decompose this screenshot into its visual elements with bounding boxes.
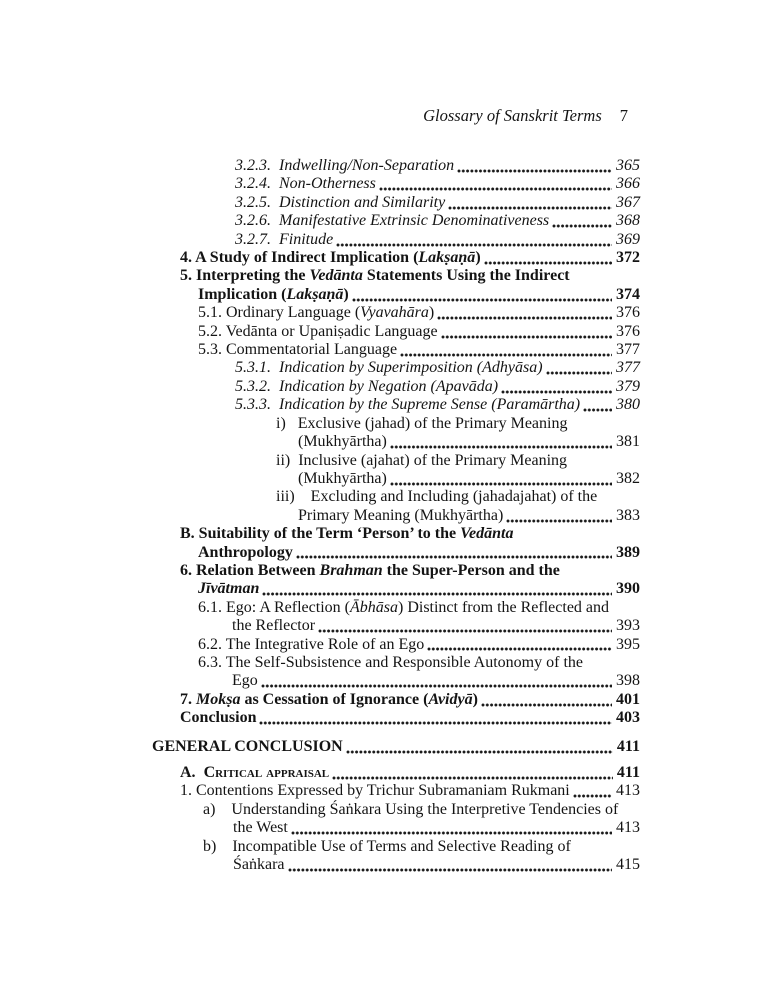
page-number: 381 — [616, 433, 640, 451]
page-number: 382 — [616, 469, 640, 487]
toc-line — [235, 157, 640, 175]
dot-leader — [427, 647, 612, 651]
toc-line — [233, 856, 640, 874]
toc-title-segment: 1. Contentions Expressed by Trichur Subramaniam Rukmani — [180, 782, 570, 800]
toc-entry — [152, 599, 640, 636]
dot-leader — [546, 371, 612, 375]
toc-line — [180, 525, 640, 543]
page-number: 390 — [616, 580, 640, 598]
page-number: 413 — [616, 819, 640, 837]
page-number: 372 — [616, 249, 640, 267]
toc-entry — [152, 838, 640, 875]
toc-entry-title — [235, 231, 333, 249]
toc-title-segment: 3.2.5. Distinction and Similarity — [235, 193, 446, 211]
toc-entry-title — [180, 267, 570, 285]
toc-entry-title — [198, 323, 438, 341]
toc-title-segment: ) Distinct from the Reflected and — [397, 598, 610, 616]
toc-title-segment: Jīvātman — [198, 580, 260, 598]
toc-line — [235, 212, 640, 230]
toc-entry — [152, 709, 640, 727]
toc-entry — [152, 525, 640, 562]
page-number: 368 — [616, 212, 640, 230]
toc-line — [235, 396, 640, 414]
dot-leader — [448, 206, 612, 210]
toc-title-segment: 6.2. The Integrative Role of an Ego — [198, 635, 425, 653]
toc-line — [233, 819, 640, 837]
toc-entry-title — [235, 359, 543, 377]
toc-line — [198, 654, 640, 672]
toc-entry-title — [298, 433, 387, 451]
toc-title-segment: a) Understanding Śaṅkara Using the Interpretive Tendencies of — [203, 800, 619, 818]
toc-entry — [152, 341, 640, 359]
dot-leader — [259, 721, 612, 725]
toc-line — [235, 231, 640, 249]
dot-leader — [318, 629, 612, 633]
toc-title-segment: Avidyā — [428, 690, 473, 708]
toc-line — [203, 801, 640, 819]
toc-entry — [152, 378, 640, 396]
running-header-title: Glossary of Sanskrit Terms — [423, 106, 602, 125]
dot-leader — [583, 408, 612, 412]
toc-title-segment: i) Exclusive (jahad) of the Primary Meaning — [276, 414, 568, 432]
toc-line — [235, 359, 640, 377]
toc-entry-title — [233, 819, 288, 837]
toc-entry-title — [180, 525, 513, 543]
page-number: 403 — [616, 709, 640, 727]
page-number: 393 — [616, 617, 640, 635]
dot-leader — [332, 776, 613, 780]
dot-leader — [457, 169, 612, 173]
toc-title-segment: 5.2. Vedānta or Upaniṣadic Language — [198, 322, 438, 340]
toc-title-segment: Conclusion — [180, 709, 257, 727]
toc-title-segment: Implication ( — [198, 285, 287, 303]
toc-title-segment: 3.2.6. Manifestative Extrinsic Denominativeness — [235, 212, 550, 230]
toc-entry — [152, 415, 640, 452]
toc-title-segment: the Reflector — [232, 617, 316, 635]
dot-leader — [552, 224, 612, 228]
toc-title-segment: as Cessation of Ignorance ( — [240, 690, 429, 708]
page-number: 398 — [616, 672, 640, 690]
toc-title-segment: Anthropology — [198, 543, 293, 561]
toc-title-segment: A. — [180, 764, 204, 781]
dot-leader — [437, 316, 612, 320]
toc-title-segment: Brahman — [319, 561, 383, 579]
dot-leader — [390, 445, 612, 449]
dot-leader — [400, 353, 612, 357]
toc-line — [298, 470, 640, 488]
page-number: 379 — [616, 377, 640, 395]
toc-entry-title — [180, 782, 570, 800]
page-number: 411 — [616, 737, 640, 755]
toc-title-segment: Ego — [232, 672, 258, 690]
toc-line — [276, 488, 640, 506]
toc-entry-title — [235, 175, 376, 193]
page-number: 366 — [616, 175, 640, 193]
toc-title-segment: Primary Meaning (Mukhyārtha) — [298, 506, 504, 524]
toc-line — [198, 544, 640, 562]
toc-entry-title — [180, 249, 481, 267]
dot-leader — [291, 831, 612, 835]
dot-leader — [379, 187, 612, 191]
toc-title-segment: 6.3. The Self-Subsistence and Responsible Autonomy of the — [198, 653, 583, 671]
toc-title-segment: Śaṅkara — [233, 856, 285, 874]
toc-line — [198, 304, 640, 322]
toc-entry-title — [198, 544, 293, 562]
toc-title-segment: b) Incompatible Use of Terms and Selective Reading of — [203, 837, 571, 855]
toc-title-segment: 3.2.7. Finitude — [235, 230, 334, 248]
toc-line — [152, 738, 640, 756]
toc-line — [298, 433, 640, 451]
toc-entry — [152, 249, 640, 267]
toc-entry-title — [180, 562, 560, 580]
toc-entry-title — [198, 580, 259, 598]
toc-title-segment: Mokṣa — [196, 690, 241, 708]
toc-entry — [152, 764, 640, 782]
toc-entry-title — [198, 286, 349, 304]
toc-entry-title — [232, 617, 315, 635]
toc-title-segment: iii) Excluding and Including (jahadajahat) of the — [276, 488, 598, 506]
toc-entry — [152, 782, 640, 800]
toc-title-segment: Vedānta — [460, 525, 514, 543]
toc-entry — [152, 231, 640, 249]
toc-title-segment: ) — [475, 249, 481, 267]
toc-entry-title — [232, 672, 258, 690]
toc-title-segment: Vedānta — [309, 267, 363, 285]
toc-entry — [152, 396, 640, 414]
page-number: 377 — [616, 359, 640, 377]
page-number: 383 — [616, 506, 640, 524]
toc-entry-title — [198, 304, 434, 322]
toc-entry-title — [298, 470, 387, 488]
page-number: 389 — [616, 543, 640, 561]
dot-leader — [296, 555, 612, 559]
toc-entry-title — [235, 396, 580, 414]
toc-title-segment: 5.3.2. Indication by Negation (Apavāda) — [235, 377, 499, 395]
dot-leader — [261, 684, 612, 688]
toc-entry — [152, 212, 640, 230]
toc-title-segment: (Mukhyārtha) — [298, 433, 387, 451]
page-number: 380 — [616, 396, 640, 414]
dot-leader — [484, 261, 612, 265]
toc-entry-title — [180, 709, 256, 727]
dot-leader — [481, 703, 612, 707]
toc-entry — [152, 157, 640, 175]
page-number: 411 — [616, 764, 640, 781]
toc-title-segment: the West — [233, 819, 288, 837]
toc-line — [276, 452, 640, 470]
dot-leader — [346, 750, 613, 754]
toc-entry-title — [298, 507, 503, 525]
toc-title-segment: Lakṣaṇā — [286, 285, 344, 303]
toc-line — [198, 580, 640, 598]
dot-leader — [390, 482, 612, 486]
toc-line — [198, 323, 640, 341]
toc-title-segment: Critical appraisal — [203, 764, 330, 781]
toc-title-segment: 6.1. Ego: A Reflection ( — [198, 598, 350, 616]
page-number: 365 — [616, 157, 640, 174]
toc-entry-title — [235, 212, 549, 230]
toc-line — [232, 617, 640, 635]
toc-entry-title — [180, 691, 478, 709]
toc-title-segment: (Mukhyārtha) — [298, 469, 387, 487]
toc-title-segment: Lakṣaṇā — [418, 249, 476, 267]
toc-entry-title — [235, 378, 498, 396]
toc-entry — [152, 323, 640, 341]
toc-line — [235, 194, 640, 212]
toc-entry-title — [198, 636, 424, 654]
dot-leader — [262, 592, 612, 596]
toc-line — [180, 267, 640, 285]
toc-line — [180, 562, 640, 580]
toc-entry-title — [198, 654, 583, 672]
toc-title-segment: 4. A Study of Indirect Implication ( — [180, 249, 419, 267]
toc-title-segment: ) — [343, 285, 349, 303]
toc-entry — [152, 738, 640, 756]
toc-entry-title — [276, 452, 567, 470]
toc-title-segment: 5.3.3. Indication by the Supreme Sense (Paramārtha) — [235, 396, 581, 414]
toc-entry-title — [203, 838, 571, 856]
toc-title-segment: 7. — [180, 690, 196, 708]
toc-title-segment: 5.1. Ordinary Language ( — [198, 304, 361, 322]
page-number: 413 — [616, 782, 640, 800]
toc-title-segment: the Super-Person and the — [382, 561, 560, 579]
toc-line — [203, 838, 640, 856]
toc-title-segment: Statements Using the Indirect — [362, 267, 570, 285]
toc-line — [232, 672, 640, 690]
toc-entry — [152, 267, 640, 304]
toc-entry — [152, 636, 640, 654]
toc-entry — [152, 194, 640, 212]
page-number: 376 — [616, 304, 640, 322]
toc-line — [198, 636, 640, 654]
toc-title-segment: 6. Relation Between — [180, 561, 320, 579]
toc-title-segment: 5. Interpreting the — [180, 267, 310, 285]
toc-line — [180, 249, 640, 267]
page-number: 367 — [616, 193, 640, 211]
toc-title-segment: ii) Inclusive (ajahat) of the Primary Meaning — [276, 451, 568, 469]
toc-entry — [152, 488, 640, 525]
toc-line — [235, 175, 640, 193]
toc-title-segment: ) — [428, 304, 435, 322]
toc-entry — [152, 562, 640, 599]
page-number: 377 — [616, 341, 640, 359]
toc-title-segment: 3.2.3. Indwelling/Non-Separation — [235, 157, 455, 174]
toc-entry — [152, 691, 640, 709]
toc-line — [180, 782, 640, 800]
toc-entry — [152, 654, 640, 691]
page-number: 395 — [616, 635, 640, 653]
running-header — [152, 106, 640, 126]
dot-leader — [506, 519, 612, 523]
toc-entry-title — [198, 599, 609, 617]
page-number: 376 — [616, 322, 640, 340]
toc-line — [298, 507, 640, 525]
toc-entry-title — [235, 157, 454, 175]
toc-line — [276, 415, 640, 433]
toc-entry — [152, 359, 640, 377]
toc-entry-title — [198, 341, 397, 359]
toc-title-segment: 5.3. Commentatorial Language — [198, 341, 398, 359]
toc-title-segment: 3.2.4. Non-Otherness — [235, 175, 376, 193]
toc-entry — [152, 452, 640, 489]
toc-title-segment: Ābhāsa — [349, 598, 398, 616]
toc-line — [180, 709, 640, 727]
toc-title-segment: GENERAL CONCLUSION — [152, 737, 343, 755]
toc-line — [235, 378, 640, 396]
page-number: 369 — [616, 230, 640, 248]
toc-entry-title — [203, 801, 618, 819]
page-number: 374 — [616, 285, 640, 303]
toc-line — [180, 691, 640, 709]
toc-entry-title — [276, 415, 567, 433]
toc-title-segment: B. Suitability of the Term ‘Person’ to the — [180, 525, 461, 543]
toc-entry — [152, 304, 640, 322]
toc-entry — [152, 801, 640, 838]
toc-line — [198, 341, 640, 359]
running-header-page-number: 7 — [619, 106, 628, 125]
toc-entry-title — [233, 856, 285, 874]
dot-leader — [441, 335, 612, 339]
toc-entry — [152, 175, 640, 193]
toc-entry-title — [152, 738, 343, 756]
dot-leader — [288, 868, 612, 872]
page-number: 401 — [616, 690, 640, 708]
dot-leader — [352, 298, 612, 302]
dot-leader — [336, 243, 612, 247]
toc-line — [180, 764, 640, 782]
page-number: 415 — [616, 856, 640, 874]
dot-leader — [573, 794, 612, 798]
toc-line — [198, 286, 640, 304]
toc-title-segment: 5.3.1. Indication by Superimposition (Adhyāsa) — [235, 359, 543, 377]
table-of-contents — [152, 157, 640, 874]
toc-title-segment: Vyavahāra — [360, 304, 429, 322]
toc-entry-title — [276, 488, 597, 506]
toc-title-segment: ) — [472, 690, 478, 708]
toc-line — [198, 599, 640, 617]
toc-entry-title — [180, 764, 329, 782]
dot-leader — [501, 390, 612, 394]
toc-entry-title — [235, 194, 445, 212]
